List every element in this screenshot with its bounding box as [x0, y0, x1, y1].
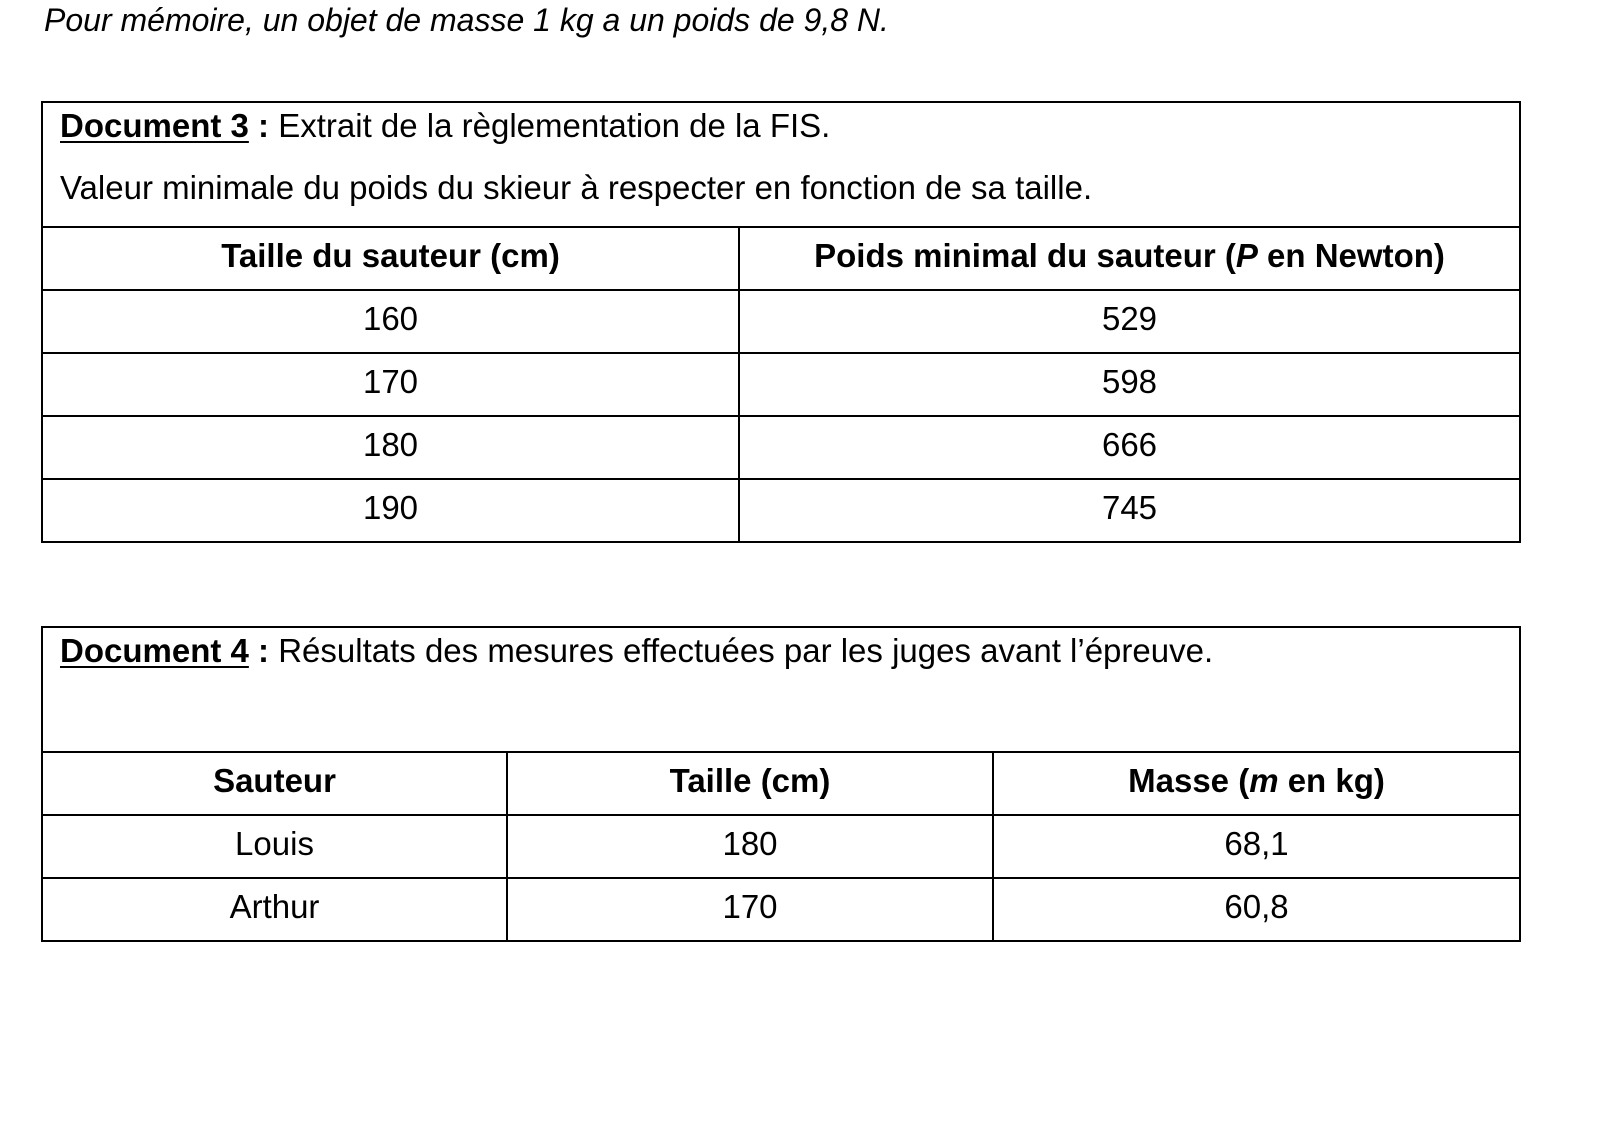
document-3-colon: :	[248, 107, 270, 144]
document-4-colon: :	[248, 632, 270, 669]
column-header-taille: Taille (cm)	[507, 752, 993, 815]
sauteur-cell: Louis	[42, 815, 507, 878]
document-4-table	[41, 626, 1521, 942]
column-header-taille: Taille du sauteur (cm)	[42, 227, 739, 290]
taille-cell: 160	[42, 290, 739, 353]
document-4-label: Document 4	[60, 632, 249, 669]
masse-cell: 68,1	[993, 815, 1520, 878]
column-header-poids: Poids minimal du sauteur (P en Newton)	[739, 227, 1520, 290]
taille-cell: 180	[507, 815, 993, 878]
taille-cell: 170	[507, 878, 993, 941]
poids-cell: 666	[739, 416, 1520, 479]
memo-text: Pour mémoire, un objet de masse 1 kg a un poids de 9,8 N.	[44, 2, 889, 38]
document-3-title: Extrait de la règlementation de la FIS.	[269, 107, 831, 144]
table-row	[42, 353, 1520, 416]
table-row	[42, 878, 1520, 941]
column-header-masse: Masse (m en kg)	[993, 752, 1520, 815]
poids-cell: 598	[739, 353, 1520, 416]
document-4-title: Résultats des mesures effectuées par les juges avant l’épreuve.	[269, 632, 1214, 669]
table-row	[42, 815, 1520, 878]
poids-cell: 745	[739, 479, 1520, 542]
taille-cell: 180	[42, 416, 739, 479]
poids-cell: 529	[739, 290, 1520, 353]
taille-cell: 190	[42, 479, 739, 542]
document-3-table	[41, 101, 1521, 543]
masse-cell: 60,8	[993, 878, 1520, 941]
taille-cell: 170	[42, 353, 739, 416]
column-header-sauteur: Sauteur	[42, 752, 507, 815]
document-3-label: Document 3	[60, 107, 249, 144]
table-row	[42, 290, 1520, 353]
table-row	[42, 416, 1520, 479]
table-row	[42, 479, 1520, 542]
document-3-subtitle: Valeur minimale du poids du skieur à respecter en fonction de sa taille.	[60, 169, 1093, 206]
document-4-header	[42, 627, 1520, 752]
document-3-header	[42, 102, 1520, 227]
sauteur-cell: Arthur	[42, 878, 507, 941]
